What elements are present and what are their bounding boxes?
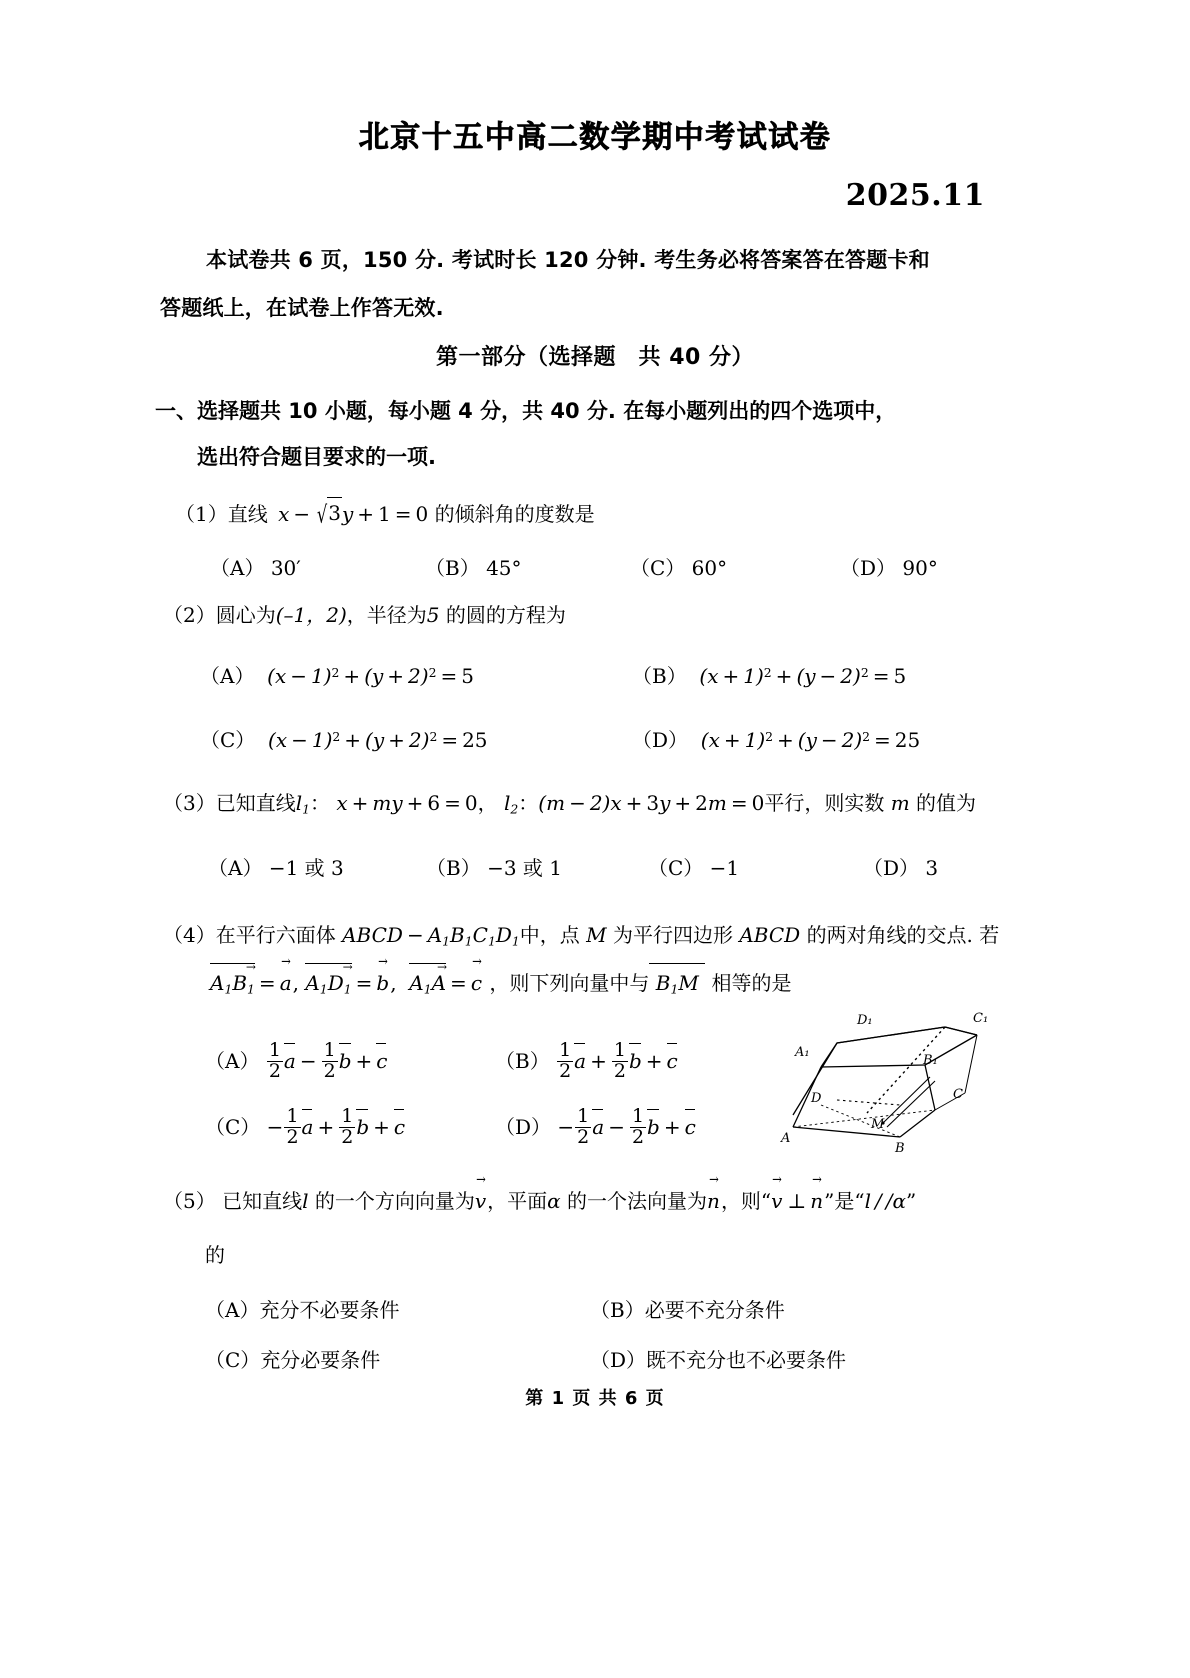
question-5-options-row-2 — [205, 1344, 1025, 1374]
question-5-option-c[interactable]: （C）充分必要条件 — [205, 1348, 381, 1372]
question-4-stem-line-1: （4）在平行六面体 ABCD − $A_1B_1C_1D_1$中，点 M 为平行四边形 ABCD 的两对角线的交点. 若 — [163, 923, 1000, 949]
question-4-number: （4） — [163, 923, 216, 947]
question-5-option-a[interactable]: （A）充分不必要条件 — [205, 1298, 400, 1322]
instruction-line-2: 答题纸上，在试卷上作答无效. — [160, 296, 444, 320]
question-1-option-b[interactable]: （B） 45° — [425, 556, 522, 580]
exam-instructions — [160, 236, 1040, 332]
question-4-options-row-2 — [205, 1105, 825, 1148]
question-3 — [163, 788, 976, 824]
question-2-option-c[interactable]: （C） $(x - 1)^2 + (y + 2)^2 = 25$ — [200, 728, 488, 752]
question-1-number: （1） — [175, 502, 228, 526]
question-4-option-a[interactable]: （A） $\frac{1}{2}$ a − $\frac{1}{2}$ b + c — [205, 1039, 388, 1082]
figure-label-c1: C₁ — [973, 1011, 989, 1026]
question-3-option-a[interactable]: （A） −1 或 3 — [208, 856, 344, 880]
question-5-options-row-1 — [205, 1294, 1025, 1324]
question-2-option-b[interactable]: （B） $(x + 1)^2 + (y - 2)^2 = 5$ — [632, 664, 907, 688]
question-1-option-d[interactable]: （D） 90° — [840, 556, 938, 580]
figure-label-c: C — [953, 1087, 963, 1102]
question-5-number: （5） — [163, 1189, 216, 1213]
section-heading-line-2: 选出符合题目要求的一项. — [197, 445, 436, 469]
question-4-option-c[interactable]: （C） − $\frac{1}{2}$ a + $\frac{1}{2}$ b + c — [205, 1105, 406, 1148]
question-4-options-row-1 — [205, 1039, 825, 1082]
section-heading — [155, 388, 1055, 480]
parallelepiped-figure — [775, 1005, 1000, 1165]
question-5-option-d[interactable]: （D）既不充分也不必要条件 — [590, 1348, 847, 1372]
question-3-option-d[interactable]: （D） 3 — [863, 856, 939, 880]
question-1-stem: （1）直线 x − √3y + 1 = 0 的倾斜角的度数是 — [175, 502, 595, 526]
figure-label-d1: D₁ — [857, 1013, 873, 1028]
figure-label-b: B — [895, 1141, 905, 1156]
question-1-stem-pre: 直线 — [227, 502, 268, 526]
page-title: 北京十五中高二数学期中考试试卷 — [358, 120, 832, 155]
question-2-option-d[interactable]: （D） $(x + 1)^2 + (y - 2)^2 = 25$ — [632, 728, 921, 752]
question-3-option-c[interactable]: （C） −1 — [648, 856, 740, 880]
figure-label-a: A — [781, 1131, 791, 1146]
question-4-option-d[interactable]: （D） − $\frac{1}{2}$ a − $\frac{1}{2}$ b + c — [495, 1105, 696, 1148]
question-5 — [163, 1186, 916, 1216]
question-4 — [163, 920, 999, 956]
page-footer: 第 1 页 共 6 页 — [525, 1388, 665, 1409]
question-3-options — [208, 852, 1028, 882]
question-5-option-b[interactable]: （B）必要不充分条件 — [590, 1298, 785, 1322]
question-1-option-c[interactable]: （C） 60° — [630, 556, 728, 580]
question-5-stem-line-2: 的 — [205, 1243, 225, 1267]
section-heading-line-1: 一、选择题共 10 小题，每小题 4 分，共 40 分. 在每小题列出的四个选项中， — [155, 399, 897, 423]
question-4-stem-line-2: → $A_1B_1 = a$ →, → $A_1D_1 = b$ →, → $A_1A = c$ → ，则下列向量中与 $B_1M$ 相等的是 — [210, 968, 792, 1004]
question-1-option-a[interactable]: （A） 30′ — [210, 556, 301, 580]
question-2 — [163, 600, 566, 630]
question-2-option-a[interactable]: （A） $(x - 1)^2 + (y + 2)^2 = 5$ — [200, 664, 474, 688]
exam-date: 2025.11 — [845, 178, 985, 213]
figure-label-m: M — [871, 1117, 885, 1132]
question-3-option-b[interactable]: （B） −3 或 1 — [426, 856, 562, 880]
parallelepiped-svg — [775, 1005, 1000, 1165]
question-2-number: （2） — [163, 603, 216, 627]
instruction-line-1: 本试卷共 6 页，150 分. 考试时长 120 分钟. 考生务必将答案答在答题卡和 — [206, 248, 930, 272]
question-2-options-row-2 — [200, 724, 1020, 754]
question-1-options — [210, 552, 1010, 582]
question-3-stem: （3）已知直线$l_1$： x + my + 6 = 0， $l_2$：(m − 2)x + 3y + 2m = 0平行，则实数 m 的值为 — [163, 791, 977, 817]
question-1-stem-post: 的倾斜角的度数是 — [434, 502, 595, 526]
question-5-stem-line-1: （5） 已知直线l 的一个方向向量为v →，平面α 的一个法向量为n →，则“v → ⊥ n →”是“l / /α” — [163, 1189, 916, 1213]
question-2-options-row-1 — [200, 660, 1020, 690]
figure-label-b1: B₁ — [923, 1053, 938, 1068]
figure-label-a1: A₁ — [795, 1045, 810, 1060]
question-3-number: （3） — [163, 791, 216, 815]
figure-label-d: D — [811, 1091, 822, 1106]
question-2-stem: （2）圆心为(–1，2)，半径为5 的圆的方程为 — [163, 603, 566, 627]
question-4-option-b[interactable]: （B） $\frac{1}{2}$ a + $\frac{1}{2}$ b + c — [495, 1039, 678, 1082]
part-one-heading: 第一部分（选择题 共 40 分） — [436, 345, 754, 370]
question-1 — [175, 498, 595, 530]
